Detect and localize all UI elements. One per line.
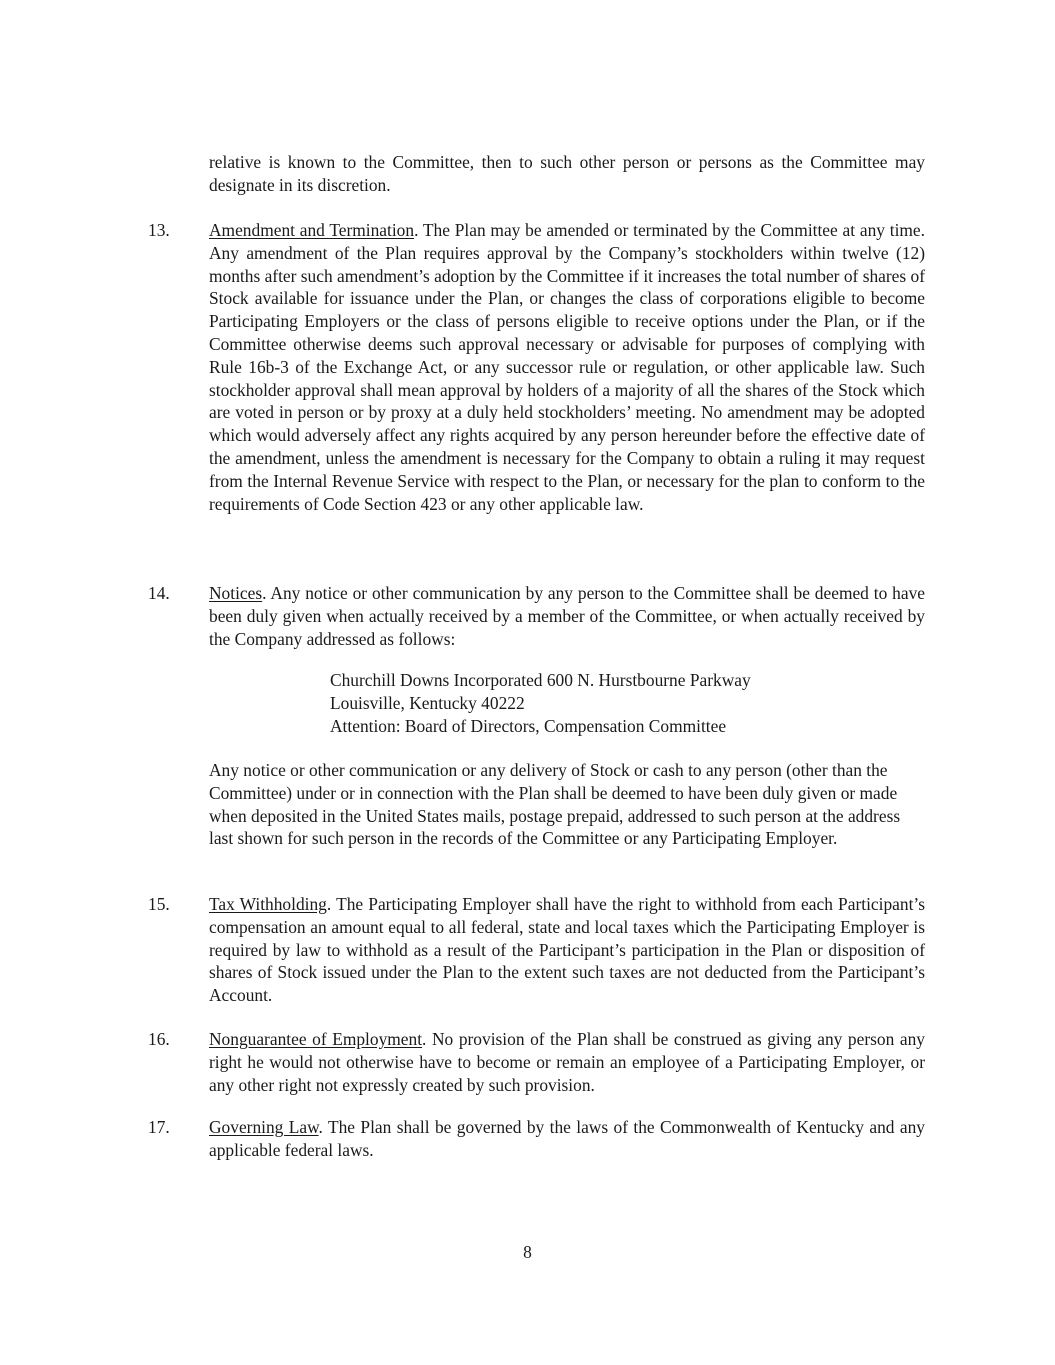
section-13-heading-punct: . bbox=[414, 220, 419, 240]
page-number: 8 bbox=[523, 1242, 532, 1262]
section-14-followup: Any notice or other communication or any delivery of Stock or cash to any person (other than the Committee) under or in connection with the Plan shall be deemed to have been duly given or made when deposited in the United States mails, postage prepaid, addressed to such person at the address last shown for such person in the records of the Committee or any Participating Employer. bbox=[209, 760, 901, 849]
address-line-2: Louisville, Kentucky 40222 bbox=[330, 692, 525, 713]
section-14-body: Any notice or other communication by any person to the Committee shall be deemed to have been duly given when actually received by a member of the Committee, or when actually received by the Company addressed as follows: bbox=[209, 583, 925, 649]
section-16-body: No provision of the Plan shall be construed as giving any person any right he would not otherwise have to become or remain an employee of a Participating Employer, or any other right not expressly created by such provision. bbox=[209, 1029, 925, 1095]
section-16-heading-punct: . bbox=[422, 1029, 427, 1049]
section-13-body: The Plan may be amended or terminated by the Committee at any time. Any amendment of the Plan requires approval by the Company’s stockholders within twelve (12) months after such amendment’s adoption by the Committee if it increases the total number of shares of Stock available for issuance under the Plan, or changes the class of corporations eligible to become Participating Employers or the class of persons eligible to receive options under the Plan, or if the Committee otherwise deems such approval necessary or advisable for purposes of complying with Rule 16b-3 of the Exchange Act, or any successor rule or regulation, or other applicable law. Such stockholder approval shall mean approval by holders of a majority of all the shares of the Stock which are voted in person or by proxy at a duly held stockholders’ meeting. No amendment may be adopted which would adversely affect any rights acquired by any person hereunder before the effective date of the amendment, unless the amendment is necessary for the Company to obtain a ruling it may request from the Internal Revenue Service with respect to the Plan, or necessary for the plan to conform to the requirements of Code Section 423 or any other applicable law. bbox=[209, 220, 925, 514]
section-16-number: 16. bbox=[148, 1029, 170, 1049]
address-line-3: Attention: Board of Directors, Compensation Committee bbox=[330, 715, 727, 736]
section-17-heading: Governing Law bbox=[209, 1117, 319, 1137]
section-16-paragraph bbox=[209, 1028, 925, 1096]
company-address bbox=[330, 669, 890, 737]
section-15-body: The Participating Employer shall have the right to withhold from each Participant’s compensation an amount equal to all federal, state and local taxes which the Participating Employer is required by law to withhold as a result of the Participant’s participation in the Plan or disposition of shares of Stock issued under the Plan to the extent such taxes are not deducted from the Participant’s Account. bbox=[209, 894, 925, 1006]
section-14-number: 14. bbox=[148, 583, 170, 603]
section-14-heading: Notices bbox=[209, 583, 263, 603]
section-14-heading-punct: . bbox=[262, 583, 267, 603]
section-15-heading: Tax Withholding bbox=[209, 894, 327, 914]
section-15-heading-punct: . bbox=[326, 894, 332, 914]
section-17-heading-punct: . bbox=[318, 1117, 323, 1137]
section-15-paragraph bbox=[209, 893, 925, 1007]
section-13-number: 13. bbox=[148, 220, 170, 240]
section-13-heading: Amendment and Termination bbox=[209, 220, 415, 240]
section-13-paragraph bbox=[209, 219, 925, 515]
address-line-1: Churchill Downs Incorporated 600 N. Hurstbourne Parkway bbox=[330, 670, 751, 690]
section-14-paragraph bbox=[209, 582, 925, 650]
section-17-body: The Plan shall be governed by the laws of the Commonwealth of Kentucky and any applicable federal laws. bbox=[209, 1117, 925, 1160]
section-17-number: 17. bbox=[148, 1117, 170, 1137]
section-17-paragraph bbox=[209, 1116, 925, 1162]
section-16-heading: Nonguarantee of Employment bbox=[209, 1029, 423, 1049]
section-15-number: 15. bbox=[148, 894, 170, 914]
continuation-paragraph: relative is known to the Committee, then to such other person or persons as the Committee may designate in its discretion. bbox=[209, 152, 925, 195]
